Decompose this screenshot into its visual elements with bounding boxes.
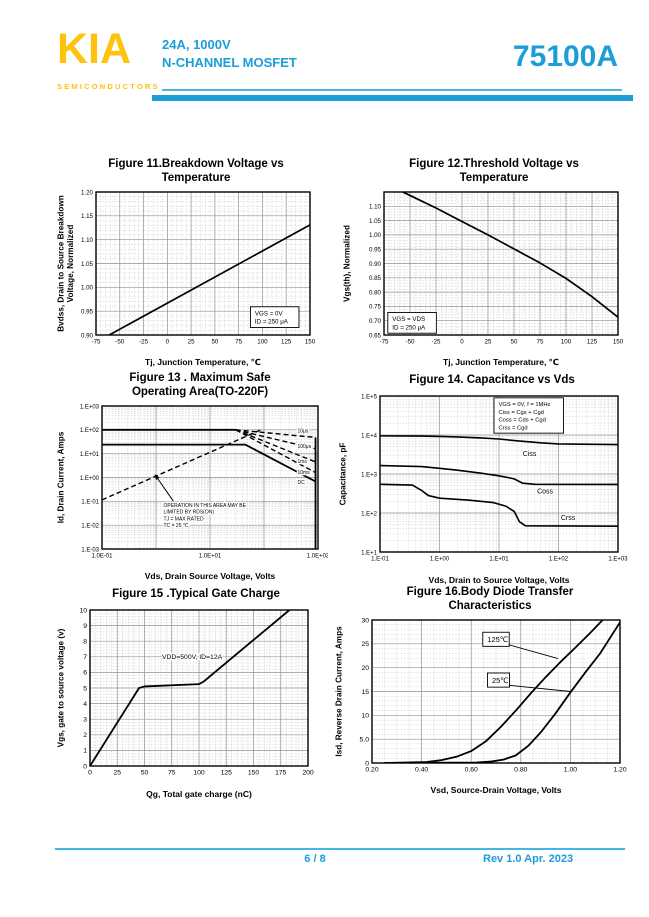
svg-text:150: 150 <box>612 338 624 346</box>
svg-text:1.10: 1.10 <box>368 203 381 211</box>
svg-text:1.05: 1.05 <box>80 260 93 268</box>
svg-text:LIMITED BY RDS(ON): LIMITED BY RDS(ON) <box>163 509 215 516</box>
svg-text:Vgs, gate to source voltage (v: Vgs, gate to source voltage (v) <box>56 628 66 748</box>
svg-text:OPERATION IN THIS AREA MAY BE: OPERATION IN THIS AREA MAY BE <box>163 502 246 509</box>
svg-text:0.90: 0.90 <box>368 260 381 268</box>
svg-text:10μs: 10μs <box>297 428 309 435</box>
svg-text:VGS = VDS: VGS = VDS <box>392 315 426 323</box>
svg-text:100: 100 <box>193 769 205 777</box>
svg-text:6: 6 <box>83 669 87 677</box>
svg-text:1.E+02: 1.E+02 <box>548 556 569 563</box>
svg-text:1.E+01: 1.E+01 <box>79 451 99 458</box>
svg-text:0: 0 <box>83 763 87 771</box>
figure-16-title: Figure 16.Body Diode Transfer Characteristics <box>406 586 574 612</box>
svg-text:0.65: 0.65 <box>368 331 381 339</box>
svg-text:150: 150 <box>247 769 260 777</box>
svg-text:100: 100 <box>257 338 268 346</box>
svg-text:50: 50 <box>510 338 518 346</box>
svg-text:0: 0 <box>88 769 92 777</box>
svg-text:0.80: 0.80 <box>368 288 381 296</box>
svg-text:8: 8 <box>83 638 87 646</box>
svg-text:7: 7 <box>83 653 87 661</box>
svg-text:Ciss = Cgs + Cgd: Ciss = Cgs + Cgd <box>498 409 544 416</box>
revision-label: Rev 1.0 Apr. 2023 <box>483 853 574 865</box>
figure-11-title: Figure 11.Breakdown Voltage vs Temperature <box>108 158 284 184</box>
svg-text:1.E+00: 1.E+00 <box>79 475 99 482</box>
kia-logo: KIA <box>57 25 132 73</box>
figure-16-plot <box>334 616 630 796</box>
figure-13-plot <box>56 402 328 582</box>
svg-text:0.40: 0.40 <box>414 766 429 774</box>
svg-text:Vds, Drain to Source Voltage,: Vds, Drain to Source Voltage, Volts <box>428 574 570 585</box>
svg-text:0.60: 0.60 <box>464 766 478 774</box>
svg-text:1.0E+03: 1.0E+03 <box>306 553 328 560</box>
svg-text:175: 175 <box>275 769 287 777</box>
figure-14-plot <box>338 390 630 586</box>
svg-text:1.10: 1.10 <box>80 236 93 244</box>
svg-text:Crss: Crss <box>560 514 576 522</box>
kia-logo-subtext: SEMICONDUCTORS <box>57 82 160 91</box>
svg-text:Qg, Total gate charge (nC): Qg, Total gate charge (nC) <box>146 788 252 799</box>
svg-text:200: 200 <box>302 769 314 777</box>
svg-text:0.75: 0.75 <box>368 303 381 311</box>
svg-text:50: 50 <box>211 338 219 346</box>
svg-text:-75: -75 <box>379 338 389 346</box>
device-rating: 24A, 1000V <box>162 37 231 52</box>
svg-text:-50: -50 <box>115 338 125 346</box>
figure-11 <box>56 158 320 368</box>
svg-text:1.E+1: 1.E+1 <box>361 550 377 557</box>
header-rule-thick <box>152 95 633 101</box>
svg-text:50: 50 <box>140 769 149 777</box>
svg-text:75: 75 <box>167 769 176 777</box>
figure-15 <box>56 588 320 800</box>
svg-text:1.E+5: 1.E+5 <box>361 394 377 401</box>
svg-text:-25: -25 <box>431 338 441 346</box>
svg-text:25: 25 <box>187 338 195 346</box>
svg-text:1.E+4: 1.E+4 <box>361 433 377 440</box>
figure-12-title: Figure 12.Threshold Voltage vs Temperature <box>409 158 579 184</box>
svg-text:Coss = Cds + Cgd: Coss = Cds + Cgd <box>498 417 546 424</box>
page-number: 6 / 8 <box>304 853 326 865</box>
svg-text:125: 125 <box>586 338 598 346</box>
figure-13-title: Figure 13 . Maximum Safe Operating Area(TO-220F) <box>129 372 271 398</box>
svg-text:25: 25 <box>113 769 122 777</box>
svg-text:1ms: 1ms <box>297 458 307 465</box>
svg-text:0.70: 0.70 <box>368 317 381 325</box>
figure-14 <box>338 374 630 586</box>
svg-text:10ms: 10ms <box>297 469 310 476</box>
svg-text:0.85: 0.85 <box>368 274 381 282</box>
svg-text:125: 125 <box>220 769 232 777</box>
svg-text:25℃: 25℃ <box>491 675 509 685</box>
svg-text:1.E+2: 1.E+2 <box>361 511 377 518</box>
svg-text:1.E+03: 1.E+03 <box>79 403 99 410</box>
svg-text:75: 75 <box>536 338 544 346</box>
svg-text:VGS = 0V, f = 1MHz: VGS = 0V, f = 1MHz <box>498 401 551 408</box>
svg-text:Bvdss, Drain to Source Breakdo: Bvdss, Drain to Source Breakdown <box>56 194 66 332</box>
part-number: 75100A <box>512 40 618 73</box>
svg-text:1.0E-01: 1.0E-01 <box>91 553 113 560</box>
figure-15-title: Figure 15 .Typical Gate Charge <box>112 588 280 600</box>
svg-text:VGS = 0V: VGS = 0V <box>254 309 283 317</box>
svg-text:4: 4 <box>83 700 87 708</box>
svg-text:30: 30 <box>361 616 369 624</box>
svg-text:1.E-01: 1.E-01 <box>371 556 389 563</box>
svg-text:1: 1 <box>83 747 87 755</box>
svg-text:TJ = MAX RATED: TJ = MAX RATED <box>163 515 204 522</box>
svg-text:Vds, Drain Source Voltage, Vol: Vds, Drain Source Voltage, Volts <box>144 570 276 581</box>
figure-13 <box>56 372 328 582</box>
svg-text:Crss = Cgd: Crss = Cgd <box>498 425 528 432</box>
svg-text:Vsd, Source-Drain Voltage, Vol: Vsd, Source-Drain Voltage, Volts <box>430 784 562 795</box>
svg-text:-75: -75 <box>91 338 101 346</box>
svg-text:10: 10 <box>79 607 87 615</box>
svg-text:0.95: 0.95 <box>368 246 381 254</box>
svg-text:1.0E+01: 1.0E+01 <box>198 553 222 560</box>
svg-text:Capacitance, pF: Capacitance, pF <box>338 442 348 506</box>
svg-text:0.95: 0.95 <box>80 308 93 316</box>
svg-text:DC: DC <box>297 479 305 486</box>
svg-text:Isd, Reverse Drain Current, Am: Isd, Reverse Drain Current, Amps <box>334 625 344 757</box>
svg-text:0: 0 <box>165 338 170 346</box>
svg-text:1.00: 1.00 <box>368 231 381 239</box>
svg-text:0: 0 <box>365 759 369 767</box>
svg-text:ID = 250 μA: ID = 250 μA <box>392 323 426 331</box>
svg-text:10: 10 <box>361 712 369 720</box>
svg-text:0.90: 0.90 <box>80 331 93 339</box>
svg-text:VDD=500V, ID=12A: VDD=500V, ID=12A <box>161 653 223 661</box>
svg-text:150: 150 <box>304 338 316 346</box>
svg-text:5: 5 <box>83 685 87 693</box>
svg-text:0.20: 0.20 <box>365 766 379 774</box>
header-rule-thin <box>162 89 622 91</box>
svg-text:Voltage, Normalized: Voltage, Normalized <box>66 224 75 302</box>
svg-text:1.E-01: 1.E-01 <box>81 499 99 506</box>
svg-text:1.E+01: 1.E+01 <box>489 556 509 563</box>
svg-text:100μs: 100μs <box>297 443 312 450</box>
svg-text:1.00: 1.00 <box>563 766 578 774</box>
figure-15-plot <box>56 604 320 800</box>
svg-text:Tj, Junction Temperature, ℃: Tj, Junction Temperature, ℃ <box>145 356 261 367</box>
svg-text:25: 25 <box>361 640 369 648</box>
footer-rule <box>55 848 625 850</box>
svg-text:2: 2 <box>83 731 87 739</box>
svg-text:1.20: 1.20 <box>80 188 93 196</box>
svg-text:75: 75 <box>235 338 243 346</box>
svg-text:-25: -25 <box>139 338 149 346</box>
svg-text:1.E+03: 1.E+03 <box>608 556 628 563</box>
svg-text:25: 25 <box>484 338 492 346</box>
svg-text:-50: -50 <box>405 338 415 346</box>
figure-16 <box>334 586 630 796</box>
svg-text:9: 9 <box>83 622 87 630</box>
figure-14-title: Figure 14. Capacitance vs Vds <box>409 374 575 386</box>
svg-text:1.E-02: 1.E-02 <box>81 523 99 530</box>
svg-text:1.E+00: 1.E+00 <box>429 556 450 563</box>
svg-text:15: 15 <box>361 688 369 696</box>
figure-12 <box>342 158 630 368</box>
svg-text:1.E-03: 1.E-03 <box>81 546 99 553</box>
svg-text:1.15: 1.15 <box>80 212 93 220</box>
svg-text:1.E+3: 1.E+3 <box>361 472 377 479</box>
svg-text:Vgs(th), Normalized: Vgs(th), Normalized <box>342 224 352 302</box>
svg-text:100: 100 <box>560 338 572 346</box>
svg-text:Id, Drain Current, Amps: Id, Drain Current, Amps <box>56 431 66 523</box>
svg-text:5.0: 5.0 <box>359 736 369 744</box>
svg-text:1.E+02: 1.E+02 <box>79 427 99 434</box>
svg-text:0: 0 <box>460 338 464 346</box>
svg-text:1.05: 1.05 <box>368 217 381 225</box>
svg-text:1.20: 1.20 <box>613 766 627 774</box>
svg-text:Coss: Coss <box>537 488 554 496</box>
svg-text:TC = 25 ℃: TC = 25 ℃ <box>163 522 189 529</box>
svg-text:Tj, Junction Temperature, ℃: Tj, Junction Temperature, ℃ <box>443 356 559 367</box>
svg-text:125: 125 <box>281 338 292 346</box>
device-summary <box>162 36 297 71</box>
svg-text:3: 3 <box>83 716 87 724</box>
device-type: N-CHANNEL MOSFET <box>162 54 297 70</box>
svg-text:Ciss: Ciss <box>522 450 537 458</box>
svg-text:0.80: 0.80 <box>514 766 528 774</box>
svg-text:125℃: 125℃ <box>487 634 509 644</box>
svg-text:ID = 250 μA: ID = 250 μA <box>254 318 288 326</box>
figure-12-plot <box>342 188 630 368</box>
svg-text:1.00: 1.00 <box>80 284 93 292</box>
figure-11-plot <box>56 188 320 368</box>
svg-text:20: 20 <box>361 664 369 672</box>
